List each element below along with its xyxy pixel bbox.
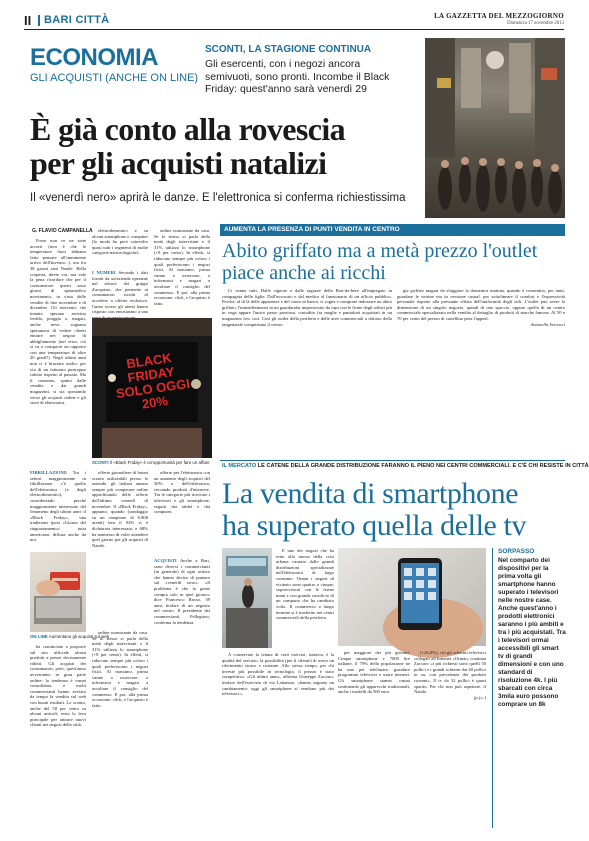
black-friday-sign-text: BLACK FRIDAY SOLO OGGI 20% <box>115 350 191 412</box>
article-col2-text: elettrodomestici e su alcuni smartphone e computer (la moda ha però coinvolto quasi tutti i segmenti di molte categorie merceologiche). <box>92 228 148 256</box>
smartphone-col2-text: A conservare la tenuta di certi esercizi, tuttavia, è la qualità del servizio, la possibilità (per il cliente) di avere un riferimento sicuro e costante. Allo stesso tempo, per chi investe più possibile in tecnologia, il prezzo è stato competitivo. «Gli ultimi anni», afferma Giuseppe Zaccaro, titolare dell'esercizio di via Lattanzio, «hanno segnato un cambiamento: oggi gli smartphone si vendono più dei televisori.» <box>222 652 334 697</box>
smartphone-column-2 <box>222 652 334 828</box>
main-headline <box>30 112 420 180</box>
photo2-caption-lead: ON LINE <box>30 634 48 639</box>
smartphone-column-3 <box>338 650 410 828</box>
article-column-2 <box>92 228 148 268</box>
article-column-3b <box>154 470 210 556</box>
smartphone-column-4 <box>414 650 486 828</box>
smartphone-col1-text: E uno dei negozi che ha retto alla morsa della crisi urbana causata dalle grandi distribuzioni specializzate nell'elettronica di largo consumo. Ormai i negozi di vicinato sono quattro o cinque, sopravvissuti con le ferme mani e con grande sacrificio di un comparto che ha cambiato volto. Il commercio a lungo termine si è trasferito nei centri commerciali della periferia. <box>276 548 334 621</box>
header-date: Domenica 17 novembre 2013 <box>507 21 564 26</box>
outlet-kicker: AUMENTA LA PRESENZA DI PUNTI VENDITA IN CENTRO <box>220 224 565 236</box>
article-column-3c <box>154 558 210 828</box>
section-subtitle: GLI ACQUISTI (ANCHE ON LINE) <box>30 72 199 84</box>
numeri-lead: I NUMERI <box>92 270 116 275</box>
black-friday-photo <box>92 318 212 458</box>
article-col3-text: online nonostante da casa. Se lo stesso si parla della metà degli intervistati e il 31% utilizza lo smartphone (+8 per cento). In effetti, si riducono sempre più coloro i quali preferiscono i negozi fisici. Al massimo, prima vanno a osservare, a informarsi e magari a ascoltare il consiglio del commesso. E poi, alla prima occasione: click, e l'acquisto è fatto. <box>154 228 210 306</box>
outlet-col2-text: gie griffate magari da sfoggiare la domenica mattina, quando è consentito, per tanti, guardare le vetrine ma in versione casual, per sottolineare il comfort e l'espressività personale rispetto alla pressante sfilata dell'uniformità degli stili. L'outlet può avere la dimensione di un singolo negozio, quindi di uno spaccio, oppure quella di un centro commerciale specializzato nella vendita al dettaglio di prodotti di marche famose. Al 50 e 70 per cento del prezzo di cartellino pesa l'appeal. <box>397 288 565 321</box>
kicker-text: Gli esercenti, con i negozi ancora semivuoti, sono pronti. Incombe il Black Friday: quest'anno sarà venerdì 29 <box>205 58 390 96</box>
article-byline: G. FLAVIO CAMPANELLA <box>32 228 93 234</box>
section-divider <box>220 460 565 461</box>
street-photo <box>425 38 565 218</box>
photo1-caption-lead: SCONTI <box>92 460 109 465</box>
sorpasso-sidebar <box>492 548 566 828</box>
laptop-credit-card-icon <box>30 552 86 632</box>
article-col1-text: Forse non ve ne siete accorti (non è che le temperature fuori abbiano fatto pensare all'imminente arrivo dell'inverno...), ma fra 38 giorni sarà Natale. Bella scoperta, direte voi, ma vale la pena ricordare che per il consumatore questi sono giorni di spasmodico movimento, in vista delle vendite di fine novembre e di dicembre. Gli esercenti, che intanto sperano arrivino freddo, pioggia o, magari, anche neve, sognano speranzosi di vedere clienti entrare nei negozi di abbigliamento (nel resto, ciò si va a comporre un rapporto con una temperatura di oltre 20 gradi?). Negli ultimi anni non ci è bruciato molto, per via di un fatturato purtroppo ridotto rispetto al passato. Ma il consumo, spinto dalle vendite e dai grandi magazzini, si sta spostando verso gli acquisti online e gli store di elettronica. <box>30 238 86 406</box>
fibrillazione-text: Tra i settori maggiormente in fibrillazione c'è quello dell'elettronica (e degli elettrodomestici), considerando perché maggiormente interessato dal fenomeno degli ultimi anni: il «Black Friday», una tradizione ipost «Giorno del ringraziamento» tutta americana, diffusa anche da noi. <box>30 470 86 543</box>
headline-deck: Il «venerdì nero» aprirà le danze. E l'elettronica si conferma richiestissima <box>30 192 406 204</box>
photo1-caption <box>92 460 212 465</box>
article-col1c-text: ha cominciato a proporre sul sito ufficiale alcuni prodotti a prezzi decisamente ridotti. Gli acquisti dei consumatori, però, quest'anno avverranno in gran parte online: la tendenza è ormai consolidata, e molti commercianti hanno avviato da tempo la vendita sul web con buoni risultati. Lo sconto, anche del 50 per cento su alcuni articoli, resta la leva principale per attirare nuovi clienti nei negozi della città. <box>30 644 86 728</box>
smartphone-kicker-lead: IL MERCATO <box>222 463 257 469</box>
smartphone-headline <box>222 478 567 542</box>
acquisti-lead: ACQUISTI <box>154 558 177 563</box>
smartphone-headline-line-2: ha superato quella delle tv <box>222 509 527 542</box>
smartphone-col4-text: (+26,8%), ciò gli schermi televisivi collegati ad Internet «Ormai» continua Zaccaro «i più richiesti sono quelli 50 pollici e i grandi schermi dai 40 pollici in su, con prevalenza dei prodotti coreani». Il tv da 32 pollici è quasi sparito. Per chi non può aspettare, il Natale. <box>414 650 486 695</box>
article-col2b-text: offerte giornaliere di buoni sconto utilizzabili presso le aziende, gli italiani amano sempre più comperare online approfittando delle offerte dell'ultimo venerdì di novembre. Il «Black Friday», appunto, quando (sondaggio su un campione di 6.800 utenti) ben il 92% si è dichiarata interessata, e 68% ha ammesso di voler attendere quel giorno per gli acquisti di Natale. <box>92 470 148 548</box>
article-col3b-text: offerte per l'elettronica con un aumento degli acquisti del 30% e dell'elettronica, cercando prodotti d'interesse. Tra le categorie più ricercate i televisori e gli smartphone, seguiti dai tablet e dai computer. <box>154 470 210 515</box>
smartphone-kicker-text: LE CATENE DELLA GRANDE DISTRIBUZIONE FARANNO IL PIENO NEI CENTRI COMMERCIALI. E C'È CHI RESISTE IN CITTÀ <box>257 463 589 469</box>
outlet-column-2 <box>397 288 565 456</box>
header-divider-icon <box>38 15 40 26</box>
article-column-3 <box>154 228 210 316</box>
store-counter-icon <box>222 548 272 648</box>
smartphone-headline-line-1: La vendita di smartphone <box>222 477 519 510</box>
outlet-headline: Abito griffato ma a metà prezzo l'outlet piace anche ai ricchi <box>222 240 538 284</box>
sorpasso-text: Nel comparto dei dispositivi per la prima volta gli smartphone hanno superato i televisori nelle nostre case. Anche quest'anno i prodotti elettronici saranno i più ambiti e tra i più acquistati. Tra i televisori ormai accessibili gli smart tv di grandi dimensioni e con uno standard di risoluzione 4k. I più sbarcati con circa 3mila euro possono comprare un 8k <box>498 557 566 708</box>
newspaper-name: LA GAZZETTA DEL MEZZOGIORNO <box>434 12 564 20</box>
phone-in-hand-icon <box>338 548 486 646</box>
smartphone-kicker <box>222 463 589 469</box>
sorpasso-title: SORPASSO <box>498 548 535 555</box>
headline-line-2: per gli acquisti natalizi <box>30 145 327 181</box>
outlet-author: Antonella Serracci <box>530 321 565 327</box>
electronics-store-photo <box>222 548 272 648</box>
headline-line-1: È già conto alla rovescia <box>30 111 346 147</box>
outlet-column-1 <box>222 288 392 456</box>
section-name: BARI CITTÀ <box>44 14 110 26</box>
kicker-title: SCONTI, LA STAGIONE CONTINUA <box>205 44 372 55</box>
smartphone-author: (p.f.c.) <box>473 694 486 700</box>
section-title: ECONOMIA <box>30 44 158 71</box>
smartphone-col3-text: per maggiore dei più giovani. Cinque smartphone e 7000 lire italiane, il 79% della popolazione ne ha uno per telefonare, guardare programmi televisivi e usare internet. Gli smartphone stanno ormai sostituendo gli apparecchi tradizionali, anche i modelli da 500 euro. <box>338 650 410 695</box>
photo2-caption-text: Aumentano gli acquisti sul web <box>48 634 110 639</box>
outlet-col1-text: Ci vanno tutti. Dalle signore e dalle ragazze della Bari-da-bere all'impiegato in compagnia delle figlie. Dall'avvocato e dal medico al funzionario di un ufficio pubblico. Perché, al di là delle apparenze e del conto in banca, ci sogna e comprare indossare un abito griffato, l'immedesimarsi in un guardaroba impreziosito da capi con le firme degli stilisti più in voga appare l'unico passo prezioso, custodito fra maglie e pantaloni acquistati in un magazzino low cost. Così gli outlet della periferia e delle aree commerciali a ridosso della tangenziale conquistano il centro. <box>222 288 392 327</box>
street-scene-icon <box>425 38 565 218</box>
photo1-caption-text: Il «Black Friday» è un'opportunità per fare un affare <box>109 460 210 465</box>
numeri-text: Secondo i dati forniti da un'azienda operante nel settore dei gruppi d'acquisto, che permette ai consumatori iscritti di accedere a offerte esclusive, l'anno scorso gli utenti hanno risposto con entusiasmo a una <box>92 270 148 315</box>
article-column-1c <box>30 644 86 828</box>
page-number: II <box>24 13 32 28</box>
smartphone-column-1 <box>276 548 334 648</box>
article-column-2-sub <box>92 270 148 314</box>
article-col2c-text: online nonostante da casa. Se lo stesso si parla della metà degli intervistati e il 31% utilizza lo smartphone (+8 per cento). In effetti, si riducono sempre più coloro i quali preferiscono i negozi fisici. Al massimo, prima vanno a osservare, a informarsi e magari a ascoltare il consiglio del commesso. E poi, alla prima occasione: click, e l'acquisto è fatto. <box>92 630 148 708</box>
article-column-2b <box>92 470 148 628</box>
acquisti-text: Anche a Bari, sono diversi i commercianti (in generale) di ogni settore che hanno deciso di puntare sul «venerdì nero»: «Il problema è che la gente compra solo in quel giorno» dice Francesco Russo, 39 anni, titolare di un negozio nel centro. Il presidente dei commercianti, Pellegrino, conferma la tendenza. <box>154 558 210 625</box>
online-shopping-photo <box>30 552 86 632</box>
article-column-1-sub <box>30 470 86 548</box>
fibrillazione-lead: FIBRILLAZIONE <box>30 470 68 475</box>
smartphone-photo <box>338 548 486 646</box>
article-column-1 <box>30 238 86 466</box>
article-column-2c <box>92 630 148 828</box>
page-header <box>24 12 564 30</box>
